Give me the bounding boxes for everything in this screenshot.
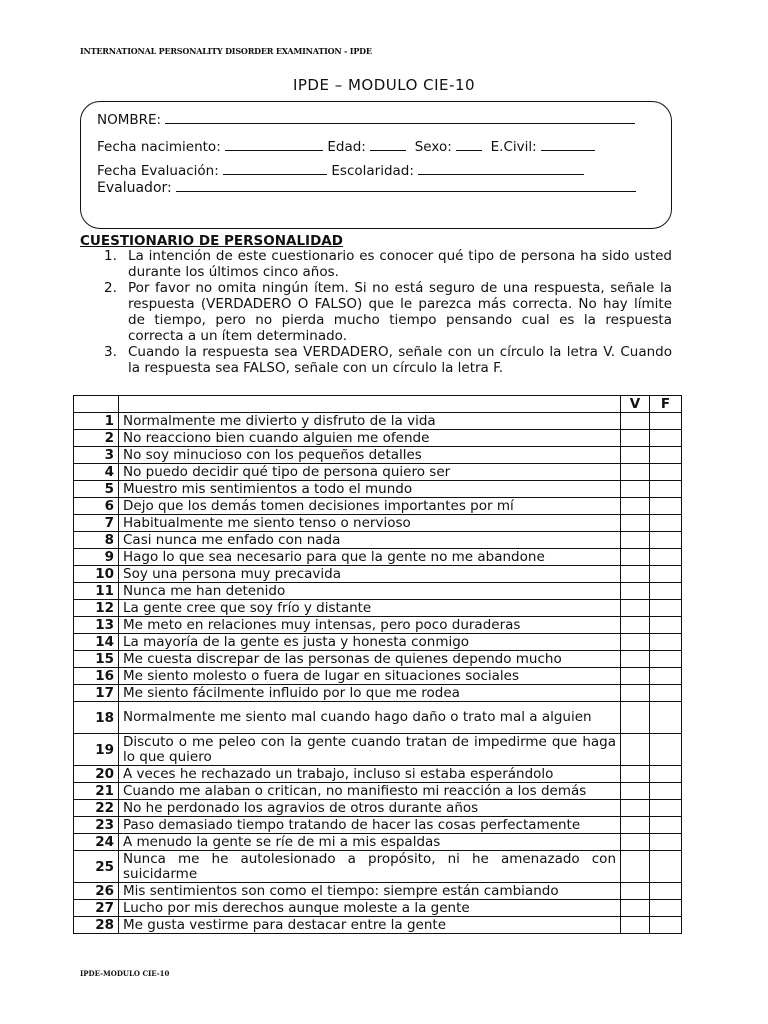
nombre-row bbox=[97, 110, 635, 128]
answer-f-cell[interactable] bbox=[650, 481, 682, 498]
item-number: 3 bbox=[74, 447, 119, 464]
item-number: 1 bbox=[74, 413, 119, 430]
answer-v-cell[interactable] bbox=[621, 702, 650, 734]
answer-v-cell[interactable] bbox=[621, 883, 650, 900]
answer-v-cell[interactable] bbox=[621, 651, 650, 668]
header-v: V bbox=[621, 396, 650, 413]
item-text: Cuando me alaban o critican, no manifiesto mi reacción a los demás bbox=[119, 783, 621, 800]
answer-v-cell[interactable] bbox=[621, 834, 650, 851]
nombre-field[interactable] bbox=[165, 110, 635, 124]
item-number: 21 bbox=[74, 783, 119, 800]
table-row bbox=[74, 800, 682, 817]
item-number: 6 bbox=[74, 498, 119, 515]
table-row bbox=[74, 617, 682, 634]
item-number: 23 bbox=[74, 817, 119, 834]
item-text: Lucho por mis derechos aunque moleste a la gente bbox=[119, 900, 621, 917]
instruction-number: 2. bbox=[104, 280, 117, 296]
item-text: Normalmente me divierto y disfruto de la vida bbox=[119, 413, 621, 430]
item-text: Casi nunca me enfado con nada bbox=[119, 532, 621, 549]
item-text: Soy una persona muy precavida bbox=[119, 566, 621, 583]
table-row bbox=[74, 447, 682, 464]
table-row bbox=[74, 413, 682, 430]
instruction-number: 1. bbox=[104, 248, 117, 264]
instructions-list bbox=[104, 248, 672, 376]
item-number: 26 bbox=[74, 883, 119, 900]
answer-v-cell[interactable] bbox=[621, 817, 650, 834]
answer-v-cell[interactable] bbox=[621, 481, 650, 498]
fecha-nacimiento-field[interactable] bbox=[225, 137, 323, 151]
answer-f-cell[interactable] bbox=[650, 800, 682, 817]
item-number: 22 bbox=[74, 800, 119, 817]
item-number: 9 bbox=[74, 549, 119, 566]
table-row bbox=[74, 900, 682, 917]
instruction-text: Cuando la respuesta sea VERDADERO, señale con un círculo la letra V. Cuando la respuesta sea FALSO, señale con un círculo la letra F. bbox=[128, 344, 672, 376]
item-number: 4 bbox=[74, 464, 119, 481]
fecha-evaluacion-label: Fecha Evaluación: bbox=[97, 163, 219, 179]
table-row bbox=[74, 883, 682, 900]
item-number: 10 bbox=[74, 566, 119, 583]
item-text: Hago lo que sea necesario para que la gente no me abandone bbox=[119, 549, 621, 566]
table-row bbox=[74, 515, 682, 532]
table-row bbox=[74, 783, 682, 800]
item-text: Discuto o me peleo con la gente cuando tratan de impedirme que haga lo que quiero bbox=[119, 734, 621, 766]
answer-f-cell[interactable] bbox=[650, 413, 682, 430]
item-number: 19 bbox=[74, 734, 119, 766]
item-text: Me meto en relaciones muy intensas, pero poco duraderas bbox=[119, 617, 621, 634]
page-header: INTERNATIONAL PERSONALITY DISORDER EXAMINATION - IPDE bbox=[80, 46, 372, 56]
answer-f-cell[interactable] bbox=[650, 917, 682, 934]
answer-f-cell[interactable] bbox=[650, 900, 682, 917]
item-number: 2 bbox=[74, 430, 119, 447]
answer-f-cell[interactable] bbox=[650, 702, 682, 734]
answer-v-cell[interactable] bbox=[621, 634, 650, 651]
answer-f-cell[interactable] bbox=[650, 766, 682, 783]
table-row bbox=[74, 834, 682, 851]
item-number: 5 bbox=[74, 481, 119, 498]
table-row bbox=[74, 583, 682, 600]
instruction-text: Por favor no omita ningún ítem. Si no está seguro de una respuesta, señale la respuesta (VERDADERO O FALSO) que le parezca más correcta. No hay límite de tiempo, pero no pierda mucho tiempo pensando cual es la respuesta correcta a un ítem determinado. bbox=[128, 280, 672, 344]
item-number: 28 bbox=[74, 917, 119, 934]
answer-v-cell[interactable] bbox=[621, 668, 650, 685]
answer-v-cell[interactable] bbox=[621, 851, 650, 883]
table-row bbox=[74, 668, 682, 685]
table-row bbox=[74, 634, 682, 651]
sexo-field[interactable] bbox=[456, 137, 482, 151]
answer-v-cell[interactable] bbox=[621, 498, 650, 515]
answer-v-cell[interactable] bbox=[621, 583, 650, 600]
answer-v-cell[interactable] bbox=[621, 900, 650, 917]
answer-v-cell[interactable] bbox=[621, 515, 650, 532]
answer-f-cell[interactable] bbox=[650, 498, 682, 515]
item-number: 20 bbox=[74, 766, 119, 783]
answer-f-cell[interactable] bbox=[650, 817, 682, 834]
answer-f-cell[interactable] bbox=[650, 600, 682, 617]
table-row bbox=[74, 498, 682, 515]
instruction-text: La intención de este cuestionario es conocer qué tipo de persona ha sido usted durante los últimos cinco años. bbox=[128, 248, 672, 280]
answer-v-cell[interactable] bbox=[621, 464, 650, 481]
item-text: Habitualmente me siento tenso o nervioso bbox=[119, 515, 621, 532]
item-number: 25 bbox=[74, 851, 119, 883]
answer-f-cell[interactable] bbox=[650, 532, 682, 549]
answer-f-cell[interactable] bbox=[650, 549, 682, 566]
table-row bbox=[74, 917, 682, 934]
item-text: Me cuesta discrepar de las personas de quienes dependo mucho bbox=[119, 651, 621, 668]
page-footer: IPDE-MODULO CIE-10 bbox=[80, 969, 170, 978]
item-number: 8 bbox=[74, 532, 119, 549]
item-text: No puedo decidir qué tipo de persona quiero ser bbox=[119, 464, 621, 481]
item-number: 24 bbox=[74, 834, 119, 851]
table-row bbox=[74, 532, 682, 549]
answer-f-cell[interactable] bbox=[650, 583, 682, 600]
item-text: A veces he rechazado un trabajo, incluso si estaba esperándolo bbox=[119, 766, 621, 783]
item-text: Muestro mis sentimientos a todo el mundo bbox=[119, 481, 621, 498]
answer-v-cell[interactable] bbox=[621, 766, 650, 783]
answer-f-cell[interactable] bbox=[650, 783, 682, 800]
item-number: 7 bbox=[74, 515, 119, 532]
answer-v-cell[interactable] bbox=[621, 447, 650, 464]
escolaridad-label: Escolaridad: bbox=[331, 163, 414, 179]
item-number: 15 bbox=[74, 651, 119, 668]
edad-label: Edad: bbox=[327, 139, 366, 155]
item-text: La gente cree que soy frío y distante bbox=[119, 600, 621, 617]
table-row bbox=[74, 651, 682, 668]
answer-f-cell[interactable] bbox=[650, 430, 682, 447]
item-text: Me siento fácilmente influido por lo que me rodea bbox=[119, 685, 621, 702]
answer-f-cell[interactable] bbox=[650, 464, 682, 481]
item-text: La mayoría de la gente es justa y honesta conmigo bbox=[119, 634, 621, 651]
item-text: Mis sentimientos son como el tiempo: siempre están cambiando bbox=[119, 883, 621, 900]
item-number: 14 bbox=[74, 634, 119, 651]
instruction-item bbox=[104, 344, 672, 376]
fecha-evaluacion-field[interactable] bbox=[223, 161, 327, 175]
table-header-row bbox=[74, 396, 682, 413]
answer-v-cell[interactable] bbox=[621, 413, 650, 430]
item-number: 13 bbox=[74, 617, 119, 634]
item-text: Dejo que los demás tomen decisiones importantes por mí bbox=[119, 498, 621, 515]
section-title: CUESTIONARIO DE PERSONALIDAD bbox=[80, 233, 343, 249]
sexo-label: Sexo: bbox=[414, 139, 452, 155]
answer-v-cell[interactable] bbox=[621, 917, 650, 934]
item-text: A menudo la gente se ríe de mi a mis espaldas bbox=[119, 834, 621, 851]
header-f: F bbox=[650, 396, 682, 413]
table-row bbox=[74, 851, 682, 883]
table-row bbox=[74, 481, 682, 498]
item-text: Normalmente me siento mal cuando hago daño o trato mal a alguien bbox=[119, 702, 621, 734]
fecha-nacimiento-label: Fecha nacimiento: bbox=[97, 139, 221, 155]
item-number: 27 bbox=[74, 900, 119, 917]
answer-v-cell[interactable] bbox=[621, 600, 650, 617]
item-number: 18 bbox=[74, 702, 119, 734]
header-number-cell bbox=[74, 396, 119, 413]
item-number: 12 bbox=[74, 600, 119, 617]
answer-f-cell[interactable] bbox=[650, 685, 682, 702]
answer-f-cell[interactable] bbox=[650, 851, 682, 883]
answer-f-cell[interactable] bbox=[650, 651, 682, 668]
answer-f-cell[interactable] bbox=[650, 617, 682, 634]
answer-v-cell[interactable] bbox=[621, 685, 650, 702]
answer-f-cell[interactable] bbox=[650, 734, 682, 766]
table-row bbox=[74, 766, 682, 783]
item-text: No soy minucioso con los pequeños detalles bbox=[119, 447, 621, 464]
instruction-number: 3. bbox=[104, 344, 117, 360]
answer-f-cell[interactable] bbox=[650, 668, 682, 685]
ecivil-label: E.Civil: bbox=[490, 139, 537, 155]
item-number: 11 bbox=[74, 583, 119, 600]
header-item-cell bbox=[119, 396, 621, 413]
item-text: Paso demasiado tiempo tratando de hacer las cosas perfectamente bbox=[119, 817, 621, 834]
table-row bbox=[74, 600, 682, 617]
answer-v-cell[interactable] bbox=[621, 800, 650, 817]
instruction-item bbox=[104, 280, 672, 344]
nombre-label: NOMBRE: bbox=[97, 112, 162, 128]
table-row bbox=[74, 549, 682, 566]
answer-v-cell[interactable] bbox=[621, 566, 650, 583]
item-text: No he perdonado los agravios de otros durante años bbox=[119, 800, 621, 817]
item-text: No reacciono bien cuando alguien me ofende bbox=[119, 430, 621, 447]
item-text: Nunca me he autolesionado a propósito, ni he amenazado con suicidarme bbox=[119, 851, 621, 883]
table-row bbox=[74, 817, 682, 834]
instruction-item bbox=[104, 248, 672, 280]
item-text: Nunca me han detenido bbox=[119, 583, 621, 600]
table-row bbox=[74, 566, 682, 583]
answer-f-cell[interactable] bbox=[650, 883, 682, 900]
table-row bbox=[74, 702, 682, 734]
answer-v-cell[interactable] bbox=[621, 783, 650, 800]
answer-f-cell[interactable] bbox=[650, 634, 682, 651]
answer-v-cell[interactable] bbox=[621, 734, 650, 766]
evaluation-row bbox=[97, 161, 584, 179]
questionnaire-table bbox=[73, 395, 682, 934]
item-text: Me siento molesto o fuera de lugar en situaciones sociales bbox=[119, 668, 621, 685]
evaluador-row bbox=[97, 178, 636, 196]
table-row bbox=[74, 685, 682, 702]
item-number: 17 bbox=[74, 685, 119, 702]
evaluador-field[interactable] bbox=[176, 178, 636, 192]
birth-row bbox=[97, 137, 595, 155]
evaluador-label: Evaluador: bbox=[97, 180, 172, 196]
item-text: Me gusta vestirme para destacar entre la gente bbox=[119, 917, 621, 934]
answer-v-cell[interactable] bbox=[621, 617, 650, 634]
answer-f-cell[interactable] bbox=[650, 447, 682, 464]
answer-v-cell[interactable] bbox=[621, 430, 650, 447]
questionnaire-body bbox=[74, 413, 682, 934]
answer-f-cell[interactable] bbox=[650, 566, 682, 583]
answer-f-cell[interactable] bbox=[650, 834, 682, 851]
page-title: IPDE – MODULO CIE-10 bbox=[292, 76, 476, 94]
ecivil-field[interactable] bbox=[541, 137, 595, 151]
answer-v-cell[interactable] bbox=[621, 549, 650, 566]
table-row bbox=[74, 430, 682, 447]
table-row bbox=[74, 734, 682, 766]
item-number: 16 bbox=[74, 668, 119, 685]
answer-v-cell[interactable] bbox=[621, 532, 650, 549]
escolaridad-field[interactable] bbox=[418, 161, 584, 175]
edad-field[interactable] bbox=[370, 137, 406, 151]
answer-f-cell[interactable] bbox=[650, 515, 682, 532]
table-row bbox=[74, 464, 682, 481]
